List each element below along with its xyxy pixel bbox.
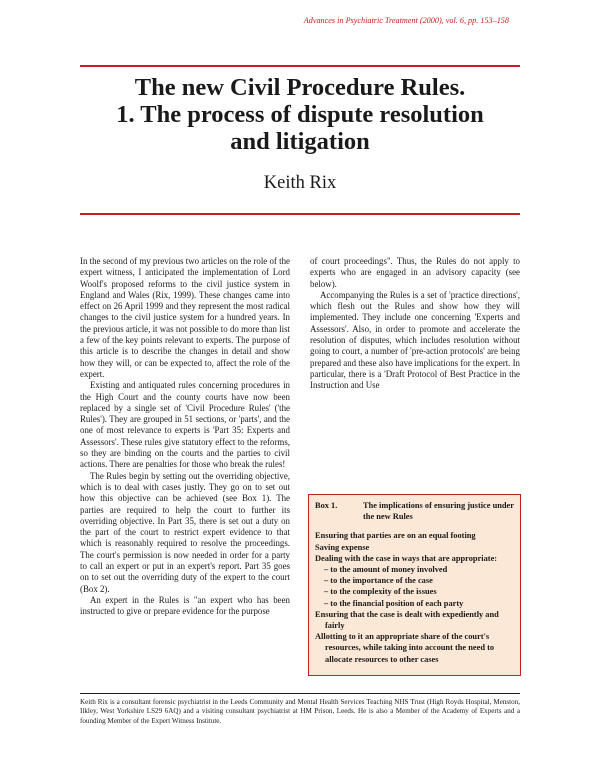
- left-column: [80, 256, 290, 618]
- title-line: and litigation: [230, 128, 370, 155]
- right-column: [310, 256, 520, 392]
- box-title-text: The implications of ensuring justice under the new Rules: [363, 501, 514, 522]
- box-1: [308, 494, 521, 676]
- box-title: [315, 500, 514, 522]
- paragraph: The Rules begin by setting out the overriding objective, which is to deal with cases justly. They go on to set out how this objective can be achieved (see Box 1). The parties are required to help the court to further its overriding objective. In Part 35, there is set out a duty on the part of the court to restrict expert evidence to that which is reasonably required to resolve the proceedings. The court's permission is now needed in order for a party to call an expert or put in an expert's report. Part 35 goes on to set out the overriding duty of the expert to the court (Box 2).: [80, 470, 290, 594]
- header-rule: [80, 65, 520, 67]
- paragraph: In the second of my previous two articles on the role of the expert witness, I anticipated the implementation of Lord Woolf's proposed reforms to the civil justice system in England and Wales (Rix, 1999). These changes came into effect on 26 April 1999 and they represent the most radical changes to the civil justice system for a hundred years. In the previous article, it was not possible to do more than list a few of the key points relevant to experts. The purpose of this article is to describe the changes in detail and show how they will, or can be expected to, affect the role of the expert.: [80, 256, 290, 379]
- paragraph: of court proceedings". Thus, the Rules do not apply to experts who are engaged in an advisory capacity (see below).: [310, 256, 520, 289]
- paragraph: Existing and antiquated rules concerning procedures in the High Court and the county courts have now been replaced by a single set of 'Civil Procedure Rules' ('the Rules'). They are grouped in 51 sections, or 'parts', and the one of most relevance to experts is 'Part 35: Experts and Assessors'. These rules give statutory effect to the reforms, so they are binding on the courts and the parties to civil actions. There are penalties for those who break the rules!: [80, 380, 290, 470]
- title-line: 1. The process of dispute resolution: [116, 101, 484, 128]
- box-sub-item: – to the complexity of the issues: [324, 587, 437, 597]
- box-item: Dealing with the case in ways that are appropriate:: [315, 553, 498, 563]
- box-item: Ensuring that parties are on an equal footing: [315, 531, 476, 541]
- title-bottom-rule: [80, 213, 520, 215]
- author-name: Keith Rix: [263, 173, 337, 193]
- box-item: Saving expense: [315, 542, 370, 552]
- article-title: [80, 74, 520, 155]
- box-sub-item: – to the financial position of each party: [324, 598, 464, 608]
- paragraph: Accompanying the Rules is a set of 'practice directions', which flesh out the Rules and show how they will implemented. They include one concerning 'Experts and Assessors'. Also, in order to promote and accelerate the resolution of disputes, which includes resolution without going to court, a number of 'pre-action protocols' are being prepared and these also have implications for the expert. In particular, there is a 'Draft Protocol of Best Practice in the Instruction and Use: [310, 289, 520, 391]
- title-line: The new Civil Procedure Rules.: [134, 74, 466, 101]
- box-sub-item: – to the amount of money involved: [324, 565, 448, 575]
- author-footnote: Keith Rix is a consultant forensic psychiatrist in the Leeds Community and Mental Health Services Teaching NHS Trust (High Royds Hospital, Menston, Ilkley, West Yorkshire LS29 6AQ) and a visiting consultant psychiatrist at HM Prison, Leeds. He is also a Member of the Academy of Experts and a founding Member of the Expert Witness Institute.: [80, 698, 520, 725]
- box-sub-item: – to the importance of the case: [324, 576, 433, 586]
- box-number: Box 1.: [315, 501, 338, 510]
- footnote-rule: [80, 693, 520, 694]
- paragraph: An expert in the Rules is "an expert who has been instructed to give or prepare evidence for the purpose: [80, 594, 290, 617]
- box-item: Ensuring that the case is dealt with expediently and fairly: [315, 609, 499, 631]
- journal-reference: Advances in Psychiatric Treatment (2000), vol. 6, pp. 153–158: [303, 16, 509, 25]
- box-item: Allotting to it an appropriate share of the court's resources, while taking into account the need to allocate resources to other cases: [315, 632, 495, 664]
